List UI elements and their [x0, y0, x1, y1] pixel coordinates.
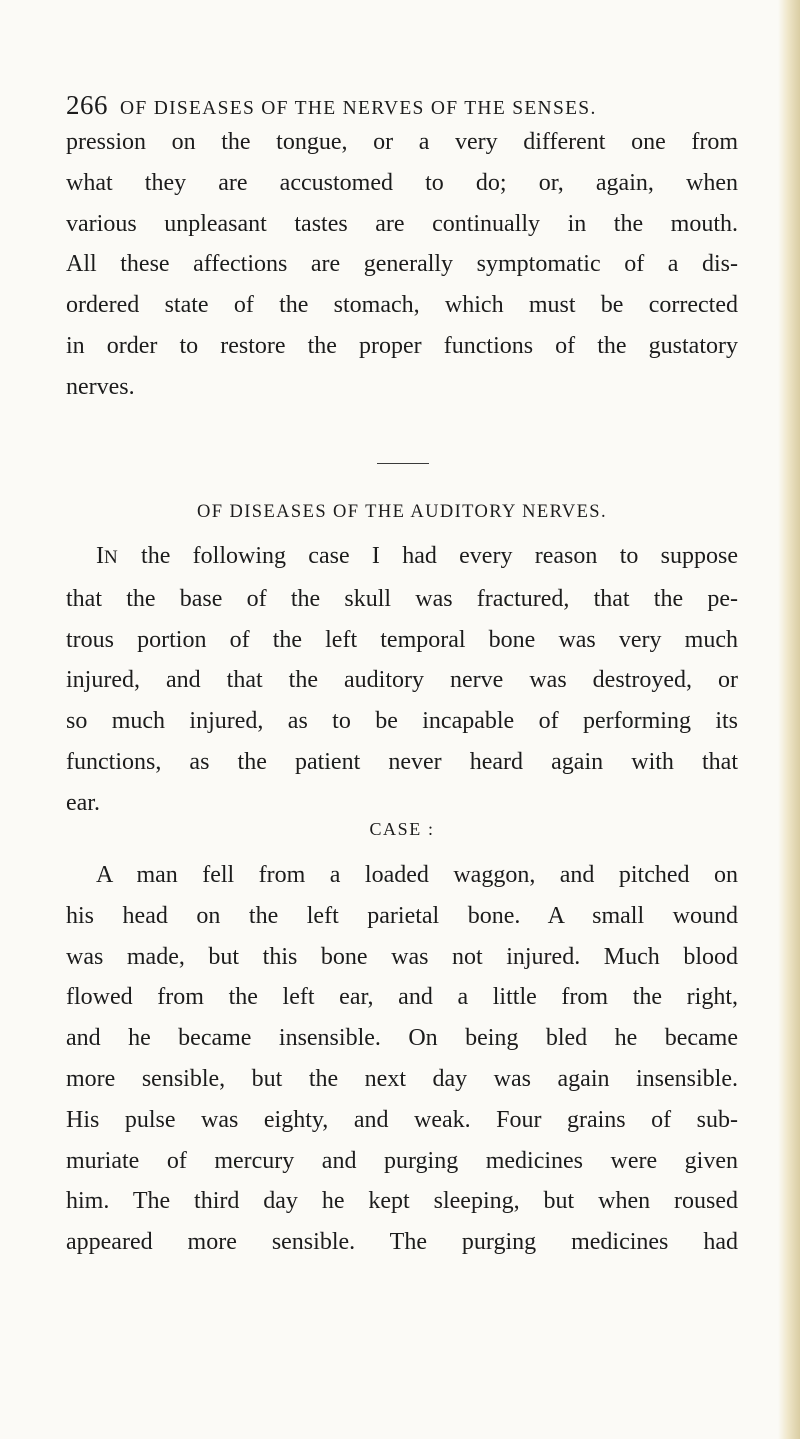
text-line: His pulse was eighty, and weak. Four grains of sub-: [66, 1106, 738, 1133]
opening-line-rest: the following case I had every reason to suppose: [118, 543, 738, 569]
text-line: him. The third day he kept sleeping, but when roused: [66, 1188, 738, 1215]
paragraph-gustatory-conclusion: [66, 122, 738, 408]
text-line: various unpleasant tastes are continually in the mouth.: [66, 210, 738, 237]
case-label: CASE :: [369, 819, 435, 839]
page-number: 266: [66, 90, 108, 120]
text-line: ear.: [66, 789, 100, 816]
text-line: that the base of the skull was fractured, that the pe-: [66, 585, 738, 612]
text-line-opening: [66, 536, 738, 579]
opening-small-caps: N: [104, 547, 119, 568]
text-line: his head on the left parietal bone. A small wound: [66, 902, 738, 929]
paragraph-auditory-introduction: [66, 536, 738, 824]
text-line: trous portion of the left temporal bone was very much: [66, 626, 738, 653]
text-line: and he became insensible. On being bled he became: [66, 1025, 738, 1052]
text-line: what they are accustomed to do; or, again, when: [66, 169, 738, 196]
text-line: nerves.: [66, 373, 135, 400]
text-line: injured, and that the auditory nerve was destroyed, or: [66, 667, 738, 694]
opening-initial: I: [96, 543, 104, 569]
text-line: muriate of mercury and purging medicines were given: [66, 1147, 738, 1174]
text-line: in order to restore the proper functions of the gustatory: [66, 332, 738, 359]
section-divider-rule: [377, 463, 429, 464]
text-line: functions, as the patient never heard again with that: [66, 748, 738, 775]
text-line: A man fell from a loaded waggon, and pitched on: [96, 862, 738, 888]
text-line: pression on the tongue, or a very different one from: [66, 129, 738, 155]
text-line: more sensible, but the next day was again insensible.: [66, 1065, 738, 1092]
text-line: All these affections are generally symptomatic of a dis-: [66, 251, 738, 278]
paragraph-case-history: [66, 855, 738, 1263]
page-edge-shading: [778, 0, 800, 1439]
text-line: appeared more sensible. The purging medicines had: [66, 1229, 738, 1256]
text-line: flowed from the left ear, and a little from the right,: [66, 984, 738, 1011]
section-heading: OF DISEASES OF THE AUDITORY NERVES.: [196, 502, 608, 522]
running-title: OF DISEASES OF THE NERVES OF THE SENSES.: [120, 98, 597, 119]
text-line: was made, but this bone was not injured. Much blood: [66, 943, 738, 970]
text-line: ordered state of the stomach, which must be corrected: [66, 292, 738, 319]
text-line: so much injured, as to be incapable of performing its: [66, 708, 738, 735]
